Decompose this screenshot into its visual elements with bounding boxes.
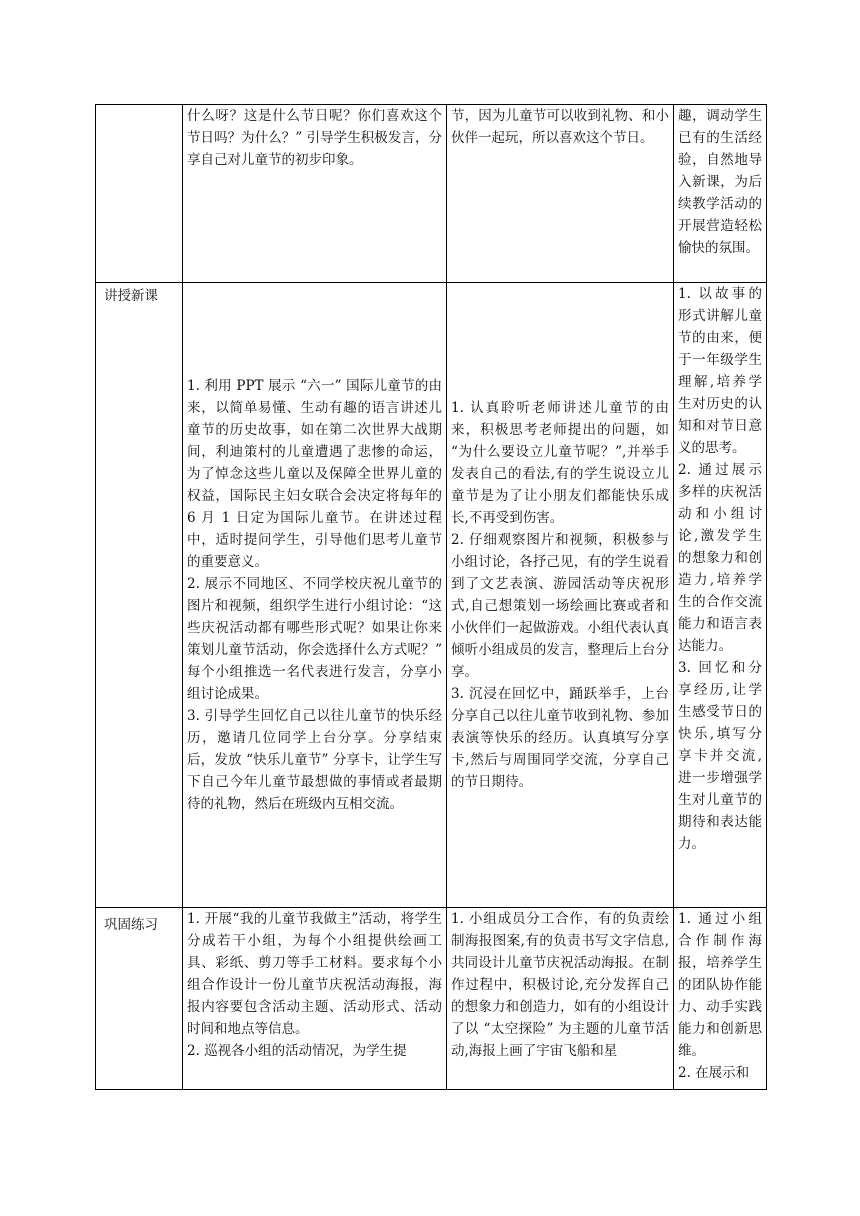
row-label: 巩固练习	[96, 908, 183, 1090]
table-row	[96, 105, 767, 283]
design-intent-cell: 1. 以故事的形式讲解儿童节的由来，便于一年级学生理解,培养学生对历史的认知和对节日意义的思考。 2. 通过展示多样的庆祝活动和小组讨论,激发学生的想象力和创造力,培养学生的合作交流能力和语言表达能力。 3. 回忆和分享经历,让学生感受节日的快乐,填写分享卡并交流,进一步增强学生对儿童节的期待和表达能力。	[674, 283, 767, 908]
table-row	[96, 283, 767, 908]
student-activity-cell: 节，因为儿童节可以收到礼物、和小伙伴一起玩，所以喜欢这个节日。	[447, 105, 674, 283]
design-intent-cell: 趣，调动学生已有的生活经验，自然地导入新课，为后续教学活动的开展营造轻松愉快的氛围。	[674, 105, 767, 283]
teacher-activity-cell: 什么呀？这是什么节日呢？你们喜欢这个节日吗？为什么？” 引导学生积极发言，分享自己对儿童节的初步印象。	[183, 105, 447, 283]
teacher-activity-cell: 1. 开展“我的儿童节我做主”活动，将学生分成若干小组，为每个小组提供绘画工具、彩纸、剪刀等手工材料。要求每个小组合作设计一份儿童节庆祝活动海报，海报内容要包含活动主题、活动形式、活动时间和地点等信息。 2. 巡视各小组的活动情况，为学生提	[183, 908, 447, 1090]
student-activity-cell: 1. 认真聆听老师讲述儿童节的由来，积极思考老师提出的问题，如 “为什么要设立儿童节呢？”,并举手发表自己的看法,有的学生说设立儿童节是为了让小朋友们都能快乐成长,不再受到伤害。 2. 仔细观察图片和视频，积极参与小组讨论，各抒己见，有的学生说看到了文艺表演、游园活动等庆祝形式,自己想策划一场绘画比赛或者和小伙伴们一起做游戏。小组代表认真倾听小组成员的发言，整理后上台分享。 3. 沉浸在回忆中，踊跃举手，上台分享自己以往儿童节收到礼物、参加表演等快乐的经历。认真填写分享卡,然后与周围同学交流，分享自己的节日期待。	[447, 283, 674, 908]
row-label: 讲授新课	[96, 283, 183, 908]
row-label	[96, 105, 183, 283]
teacher-activity-cell: 1. 利用 PPT 展示 “六一” 国际儿童节的由来，以简单易懂、生动有趣的语言讲述儿童节的历史故事，如在第二次世界大战期间，利迪策村的儿童遭遇了悲惨的命运，为了悼念这些儿童以及保障全世界儿童的权益，国际民主妇女联合会决定将每年的 6 月 1 日定为国际儿童节。在讲述过程中，适时提问学生，引导他们思考儿童节的重要意义。 2. 展示不同地区、不同学校庆祝儿童节的图片和视频，组织学生进行小组讨论：“这些庆祝活动都有哪些形式呢？如果让你来策划儿童节活动，你会选择什么方式呢？” 每个小组推选一名代表进行发言，分享小组讨论成果。 3. 引导学生回忆自己以往儿童节的快乐经历，邀请几位同学上台分享。分享结束后，发放 “快乐儿童节” 分享卡，让学生写下自己今年儿童节最想做的事情或者最期待的礼物，然后在班级内互相交流。	[183, 283, 447, 908]
student-activity-cell: 1. 小组成员分工合作，有的负责绘制海报图案,有的负责书写文字信息,共同设计儿童节庆祝活动海报。在制作过程中，积极讨论,充分发挥自己的想象力和创造力，如有的小组设计了以 “太空探险” 为主题的儿童节活动,海报上画了宇宙飞船和星	[447, 908, 674, 1090]
table-row	[96, 908, 767, 1090]
design-intent-cell: 1. 通过小组合作制作海报，培养学生的团队协作能力、动手实践能力和创新思维。 2. 在展示和	[674, 908, 767, 1090]
lesson-plan-table	[95, 104, 767, 1090]
